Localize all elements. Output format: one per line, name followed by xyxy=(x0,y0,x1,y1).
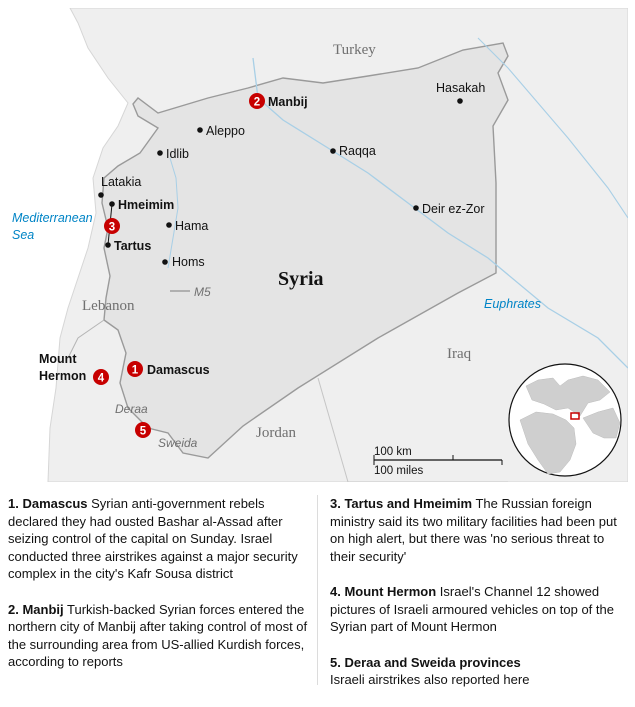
damascus-marker-number: 1 xyxy=(131,364,139,377)
legend-item-text: Syrian anti-government rebels declared they had ousted Bashar al-Assad after seizing control of the capital on Sunday. Israel conducted three airstrikes against a major security complex in the city's Kafr Sousa district xyxy=(8,496,298,581)
legend-item-title: 1. Damascus xyxy=(8,496,88,511)
homs-label: Homs xyxy=(172,255,205,269)
aleppo-dot xyxy=(197,127,203,133)
raqqa-dot xyxy=(330,148,336,154)
hmeimim-dot xyxy=(109,201,115,207)
legend-divider xyxy=(317,495,318,685)
legend-item-title: 5. Deraa and Sweida provinces xyxy=(330,654,521,670)
sweida-label: Sweida xyxy=(158,436,198,450)
tartus-hmeimim-marker-number: 3 xyxy=(108,221,116,234)
mount-hermon-label-line1: Mount xyxy=(39,352,77,366)
idlib-label: Idlib xyxy=(166,147,189,161)
legend-item-title: 2. Manbij xyxy=(8,601,64,617)
scale-miles-label: 100 miles xyxy=(374,465,424,477)
idlib-dot xyxy=(157,150,163,156)
sea-label-line1: Mediterranean xyxy=(12,211,93,225)
hmeimim-label: Hmeimim xyxy=(118,198,175,212)
legend-item-text: Turkish-backed Syrian forces entered the northern city of Manbij after taking control of most of the surrounding area from US-allied Kurdish forces, according to reports xyxy=(8,601,308,669)
iraq-label: Iraq xyxy=(447,346,472,362)
latakia-label: Latakia xyxy=(101,175,142,189)
deir-dot xyxy=(413,205,419,211)
legend-item-tartus-hmeimim xyxy=(330,495,625,565)
aleppo-label: Aleppo xyxy=(206,124,245,138)
hasakah-dot xyxy=(457,98,463,104)
tartus-label: Tartus xyxy=(114,239,152,253)
locator-globe xyxy=(509,364,621,476)
legend-item-title: 4. Mount Hermon xyxy=(330,584,437,599)
syria-label: Syria xyxy=(278,268,324,290)
deraa-sweida-marker-number: 5 xyxy=(139,425,147,438)
hama-dot xyxy=(166,222,172,228)
homs-dot xyxy=(162,259,168,265)
legend-item-text: The Russian foreign ministry said its two military facilities had been put on high alert, but there was 'no serious threat to their security' xyxy=(330,496,617,564)
sea-label-line2: Sea xyxy=(12,228,35,242)
deraa-label: Deraa xyxy=(115,402,148,416)
legend-right-column xyxy=(330,495,625,707)
scale-km-label: 100 km xyxy=(374,446,412,458)
damascus-label: Damascus xyxy=(147,363,210,377)
lebanon-label: Lebanon xyxy=(82,298,135,314)
jordan-label: Jordan xyxy=(256,425,296,441)
manbij-marker-number: 2 xyxy=(253,96,261,109)
legend-item-deraa-sweida xyxy=(330,654,625,689)
turkey-label: Turkey xyxy=(333,42,376,58)
deir-label: Deir ez-Zor xyxy=(422,202,485,216)
legend-item-manbij xyxy=(8,601,308,671)
tartus-dot xyxy=(105,242,111,248)
manbij-label: Manbij xyxy=(268,95,308,109)
raqqa-label: Raqqa xyxy=(339,144,376,158)
hama-label: Hama xyxy=(175,219,209,233)
latakia-dot xyxy=(98,192,104,198)
legend-item-text: Israeli airstrikes also reported here xyxy=(330,672,530,687)
m5-label: M5 xyxy=(194,285,211,299)
legend-item-mount-hermon xyxy=(330,583,625,636)
legend-item-damascus xyxy=(8,495,308,583)
legend-item-title: 3. Tartus and Hmeimim xyxy=(330,496,473,511)
hasakah-label: Hasakah xyxy=(436,81,486,95)
mount-hermon-marker-number: 4 xyxy=(97,372,105,385)
syria-map xyxy=(8,8,628,482)
mount-hermon-label-line2: Hermon xyxy=(39,369,87,383)
euphrates-label: Euphrates xyxy=(484,297,541,311)
legend-left-column xyxy=(8,495,308,689)
legend-item-text: Israel's Channel 12 showed pictures of Israeli armoured vehicles on top of the Syrian part of Mount Hermon xyxy=(330,584,614,634)
